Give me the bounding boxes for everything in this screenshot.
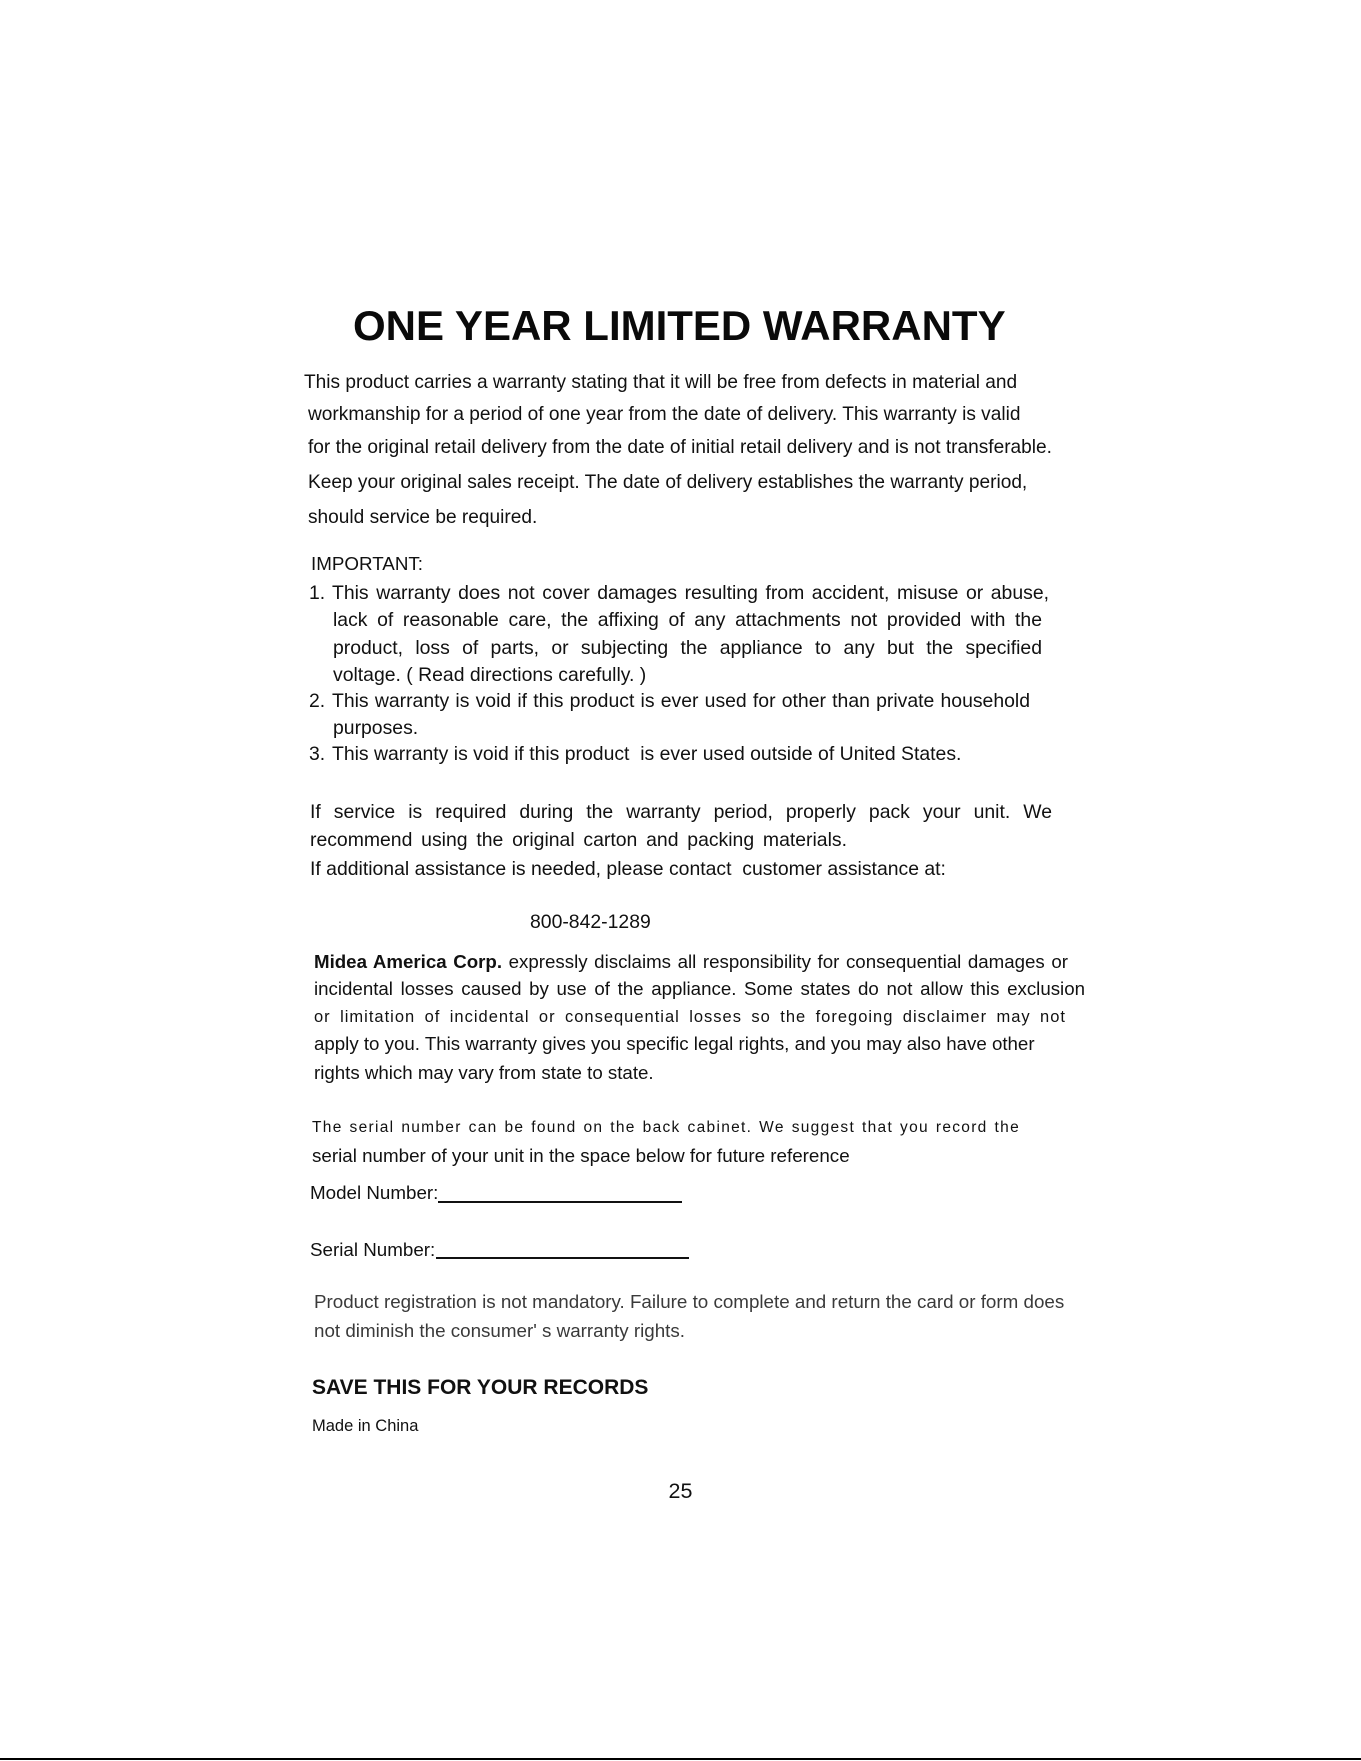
item-3-line-1: This warranty is void if this product is ever used outside of United States. [332,743,962,765]
item-1-line-3: product, loss of parts, or subjecting the appliance to any but the specified [333,637,1042,659]
service-line-3: If additional assistance is needed, please contact customer assistance at: [310,858,946,880]
disclaimer-line-4: apply to you. This warranty gives you specific legal rights, and you may also have other [314,1033,1035,1054]
disclaimer-line-3: or limitation of incidental or consequential losses so the foregoing disclaimer may not [314,1008,1066,1026]
registration-line-1: Product registration is not mandatory. Failure to complete and return the card or form does [314,1291,1065,1312]
intro-line-4: Keep your original sales receipt. The date of delivery establishes the warranty period, [308,472,1028,493]
item-3-number: 3. [309,743,326,765]
registration-line-2: not diminish the consumer' s warranty rights. [314,1320,686,1341]
disclaimer-line-2: incidental losses caused by use of the appliance. Some states do not allow this exclusion [314,978,1085,999]
page-bottom-edge [0,1758,1361,1760]
disclaimer-line-1 [314,947,1068,977]
page-number: 25 [668,1479,693,1503]
service-line-1: If service is required during the warranty period, properly pack your unit. We [310,801,1052,823]
page-title: ONE YEAR LIMITED WARRANTY [353,302,1006,349]
item-2-line-1: This warranty is void if this product is ever used for other than private household [332,690,1030,712]
country-of-origin: Made in China [312,1417,419,1435]
serial-note-line-1: The serial number can be found on the back cabinet. We suggest that you record the [312,1119,1020,1136]
service-line-2: recommend using the original carton and packing materials. [310,829,847,851]
company-name: Midea America Corp. [314,951,503,972]
disclaimer-line-5: rights which may vary from state to state. [314,1062,654,1083]
item-2-number: 2. [309,690,326,712]
important-heading: IMPORTANT: [311,553,423,574]
model-number-label: Model Number: [310,1182,439,1203]
save-records-notice: SAVE THIS FOR YOUR RECORDS [312,1376,649,1399]
serial-number-blank [436,1257,689,1259]
model-number-blank [438,1201,682,1203]
customer-assistance-phone: 800-842-1289 [530,911,651,933]
item-1-line-2: lack of reasonable care, the affixing of any attachments not provided with the [333,609,1042,631]
intro-line-5: should service be required. [308,507,538,528]
item-1-line-1: This warranty does not cover damages resulting from accident, misuse or abuse, [332,582,1049,604]
item-1-line-4: voltage. ( Read directions carefully. ) [333,664,647,686]
item-1-number: 1. [309,582,326,604]
intro-line-3: for the original retail delivery from the date of initial retail delivery and is not transferable. [308,437,1052,458]
intro-line-2: workmanship for a period of one year from the date of delivery. This warranty is valid [308,404,1021,425]
disclaimer-line-1-text: expressly disclaims all responsibility for consequential damages or [508,951,1068,972]
serial-note-line-2: serial number of your unit in the space below for future reference [312,1145,850,1166]
item-2-line-2: purposes. [333,717,419,739]
serial-number-label: Serial Number: [310,1239,436,1260]
intro-line-1: This product carries a warranty stating that it will be free from defects in material and [304,372,1018,393]
